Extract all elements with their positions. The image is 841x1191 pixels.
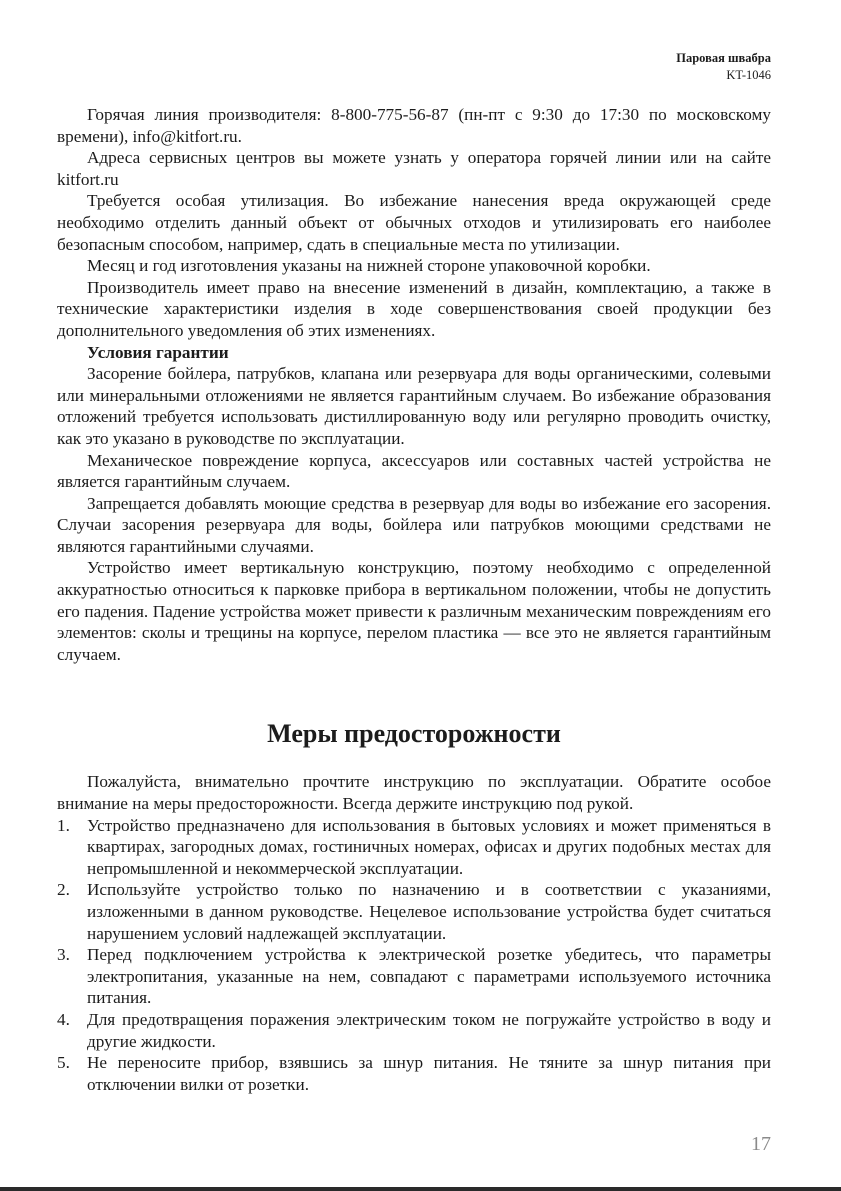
safety-list-item bbox=[57, 815, 771, 880]
warranty-paragraph: Запрещается добавлять моющие средства в резервуар для воды во избежание его засорения. Случаи засорения резервуара для воды, бойлера или патрубков моющими средствами не являются гарантийными случаями. bbox=[57, 493, 771, 556]
list-item-number: 5. bbox=[57, 1053, 70, 1073]
safety-list-item bbox=[57, 944, 771, 1009]
list-item-text: Используйте устройство только по назначению и в соответствии с указаниями, изложенными в данном руководстве. Нецелевое использование устройства будет считаться нарушением условий надлежащей эксплуатации. bbox=[87, 880, 771, 943]
header-product-name: Паровая швабра bbox=[676, 51, 771, 65]
header-model: KT-1046 bbox=[726, 68, 771, 82]
safety-list-item bbox=[57, 1052, 771, 1095]
safety-section-title: Меры предосторожности bbox=[267, 719, 561, 749]
safety-list-item bbox=[57, 1009, 771, 1052]
list-item-number: 3. bbox=[57, 945, 70, 965]
running-header bbox=[676, 50, 771, 84]
safety-intro: Пожалуйста, внимательно прочтите инструкцию по эксплуатации. Обратите особое внимание на меры предосторожности. Всегда держите инструкцию под рукой. bbox=[57, 772, 771, 814]
bottom-divider bbox=[0, 1187, 841, 1191]
page-content bbox=[57, 104, 771, 1095]
safety-list bbox=[57, 815, 771, 1096]
intro-paragraph: Адреса сервисных центров вы можете узнать у оператора горячей линии или на сайте kitfort.ru bbox=[57, 148, 771, 189]
safety-list-item bbox=[57, 879, 771, 944]
warranty-heading: Условия гарантии bbox=[87, 342, 229, 362]
warranty-paragraph: Устройство имеет вертикальную конструкцию, поэтому необходимо с определенной аккуратностью относиться к парковке прибора в вертикальном положении, чтобы не допустить его падения. Падение устройства может привести к различным механическим повреждениям его элементов: сколы и трещины на корпусе, перелом пластика — все это не является гарантийным случаем. bbox=[57, 558, 771, 664]
list-item-number: 2. bbox=[57, 880, 70, 900]
page-number: 17 bbox=[751, 1133, 771, 1155]
intro-paragraph: Месяц и год изготовления указаны на нижней стороне упаковочной коробки. bbox=[87, 256, 651, 276]
intro-paragraph: Требуется особая утилизация. Во избежание нанесения вреда окружающей среде необходимо отделить данный объект от обычных отходов и утилизировать его наиболее безопасным способом, например, сдать в специальные места по утилизации. bbox=[57, 191, 771, 254]
list-item-text: Устройство предназначено для использования в бытовых условиях и может применяться в квартирах, загородных домах, гостиничных номерах, офисах и других подобных местах для непромышленной и некоммерческой эксплуатации. bbox=[87, 815, 771, 878]
list-item-number: 4. bbox=[57, 1009, 70, 1029]
list-item-number: 1. bbox=[57, 815, 70, 835]
list-item-text: Перед подключением устройства к электрической розетке убедитесь, что параметры электропитания, указанные на нем, совпадают с параметрами используемого источника питания. bbox=[87, 945, 771, 1008]
intro-paragraph: Производитель имеет право на внесение изменений в дизайн, комплектацию, а также в технические характеристики изделия в ходе совершенствования своей продукции без дополнительного уведомления об этих изменениях. bbox=[57, 277, 771, 340]
warranty-paragraph: Механическое повреждение корпуса, аксессуаров или составных частей устройства не является гарантийным случаем. bbox=[57, 450, 771, 492]
warranty-paragraph: Засорение бойлера, патрубков, клапана или резервуара для воды органическими, солевыми или минеральными отложениями не является гарантийным случаем. Во избежание образования отложений требуется использовать дистиллированную воду или регулярно проводить очистку, как это указано в руководстве по эксплуатации. bbox=[57, 364, 771, 448]
list-item-text: Для предотвращения поражения электрическим током не погружайте устройство в воду и другие жидкости. bbox=[87, 1009, 771, 1051]
intro-paragraph: Горячая линия производителя: 8-800-775-56-87 (пн-пт с 9:30 до 17:30 по московскому времени), info@kitfort.ru. bbox=[57, 105, 771, 146]
list-item-text: Не переносите прибор, взявшись за шнур питания. Не тяните за шнур питания при отключении вилки от розетки. bbox=[87, 1053, 771, 1094]
